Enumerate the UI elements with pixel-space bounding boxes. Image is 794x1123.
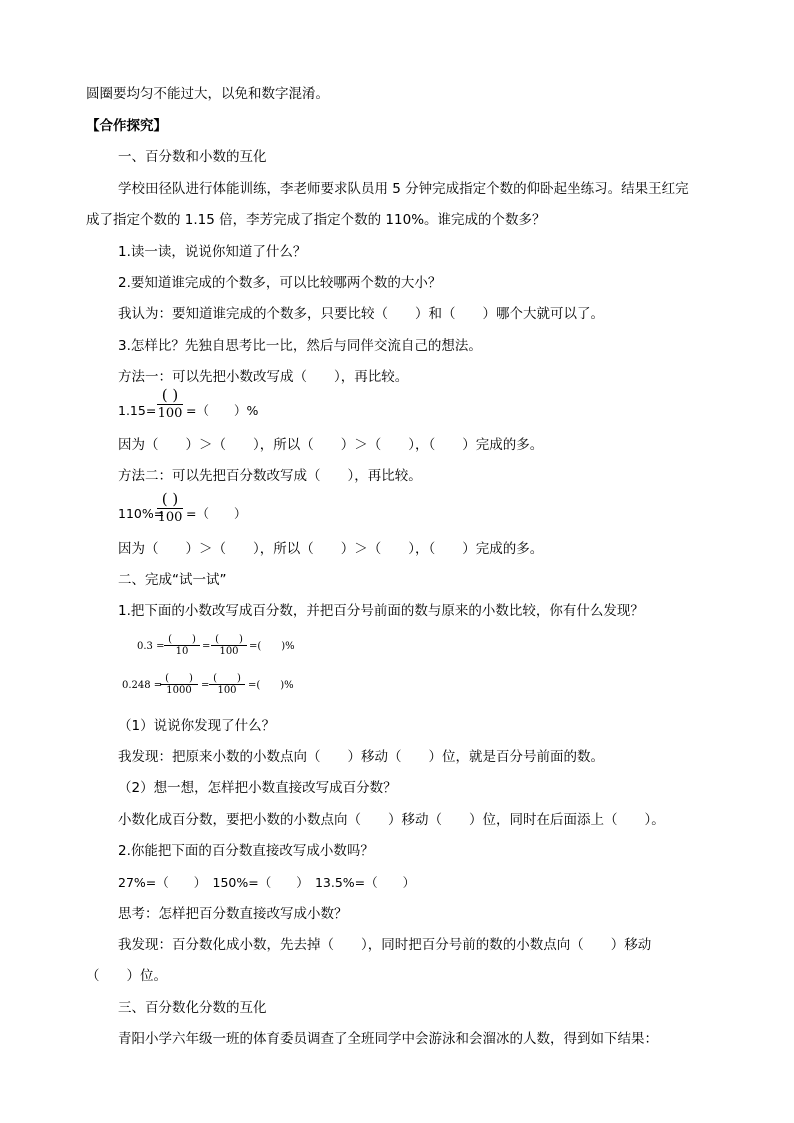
text-line: 圆圈要均匀不能过大，以免和数字混淆。 [86,86,329,102]
method-2: 方法二：可以先把百分数改写成（ ），再比较。 [118,468,422,484]
small-fraction [164,634,200,658]
think-line: 思考：怎样把百分数直接改写成小数？ [118,906,348,922]
sub-question-2: （2）想一想，怎样把小数直接改写成百分数？ [118,780,397,796]
method-1: 方法一：可以先把小数改写成（ ），再比较。 [118,369,409,385]
fraction-denominator: 10 [175,646,189,657]
equation-lhs: 110%= [118,506,165,521]
exercise-1: 1.把下面的小数改写成百分数，并把百分号前面的数与原来的小数比较，你有什么发现？ [118,603,644,619]
small-fraction [160,673,198,697]
comparison-line: 因为（ ）＞（ ），所以（ ）＞（ ），（ ）完成的多。 [118,437,544,453]
finding-line: 我发现：百分数化成小数，先去掉（ ），同时把百分号前的数的小数点向（ ）移动 [118,937,652,953]
equation-lhs: 1.15= [118,403,157,418]
fraction-numerator: ( ) [161,386,179,404]
fraction-denominator: 100 [219,646,239,657]
equation-rhs: =（ ）% [186,403,259,418]
percent-exercises: 27%=（ ） 150%=（ ） 13.5%=（ ） [118,875,416,890]
sub-question-1: （1）说说你发现了什么？ [118,718,276,734]
rule-line: 小数化成百分数，要把小数的小数点向（ ）移动（ ）位，同时在后面添上（ ）。 [118,812,665,828]
finding-line-cont: （ ）位。 [86,968,167,984]
small-eq-lhs: 0.3 = [137,641,165,652]
equation-rhs: =（ ） [186,506,247,521]
question-3: 3.怎样比？先独自思考比一比，然后与同伴交流自己的想法。 [118,338,482,354]
section-title-3: 三、百分数化分数的互化 [118,1000,267,1016]
problem-text: 成了指定个数的 1.15 倍，李芳完成了指定个数的 110%。谁完成的个数多？ [86,212,546,228]
fraction-numerator: ( ) [213,673,241,684]
small-eq-equals: = [201,680,210,691]
small-eq-rhs: =( )% [249,641,295,652]
section-heading-cooperative-inquiry: 【合作探究】 [86,118,167,134]
fraction-numerator: ( ) [161,490,179,508]
section-title-2: 二、完成“试一试” [118,572,227,588]
fraction-denominator: 100 [217,685,237,696]
fraction-numerator: ( ) [165,673,193,684]
fraction-denominator: 100 [157,406,183,421]
fraction [155,386,185,423]
answer-line: 我认为：要知道谁完成的个数多，只要比较（ ）和（ ）哪个大就可以了。 [118,306,604,322]
exercise-2: 2.你能把下面的百分数直接改写成小数吗？ [118,843,374,859]
fraction [155,490,185,527]
question-1: 1.读一读，说说你知道了什么？ [118,244,307,260]
section-title-1: 一、百分数和小数的互化 [118,149,267,165]
question-2: 2.要知道谁完成的个数多，可以比较哪两个数的大小？ [118,275,442,291]
comparison-line: 因为（ ）＞（ ），所以（ ）＞（ ），（ ）完成的多。 [118,541,544,557]
small-fraction [211,634,247,658]
small-eq-equals: = [202,641,211,652]
problem-text: 青阳小学六年级一班的体育委员调查了全班同学中会游泳和会溜冰的人数，得到如下结果： [118,1031,658,1047]
fraction-denominator: 1000 [166,685,192,696]
small-fraction [209,673,245,697]
fraction-numerator: ( ) [215,634,243,645]
small-eq-lhs: 0.248 = [122,680,163,691]
finding-line: 我发现：把原来小数的小数点向（ ）移动（ ）位，就是百分号前面的数。 [118,749,604,765]
fraction-numerator: ( ) [168,634,196,645]
problem-text: 学校田径队进行体能训练，李老师要求队员用 5 分钟完成指定个数的仰卧起坐练习。结果王红完 [118,181,689,197]
small-eq-rhs: =( )% [248,680,294,691]
fraction-denominator: 100 [157,510,183,525]
